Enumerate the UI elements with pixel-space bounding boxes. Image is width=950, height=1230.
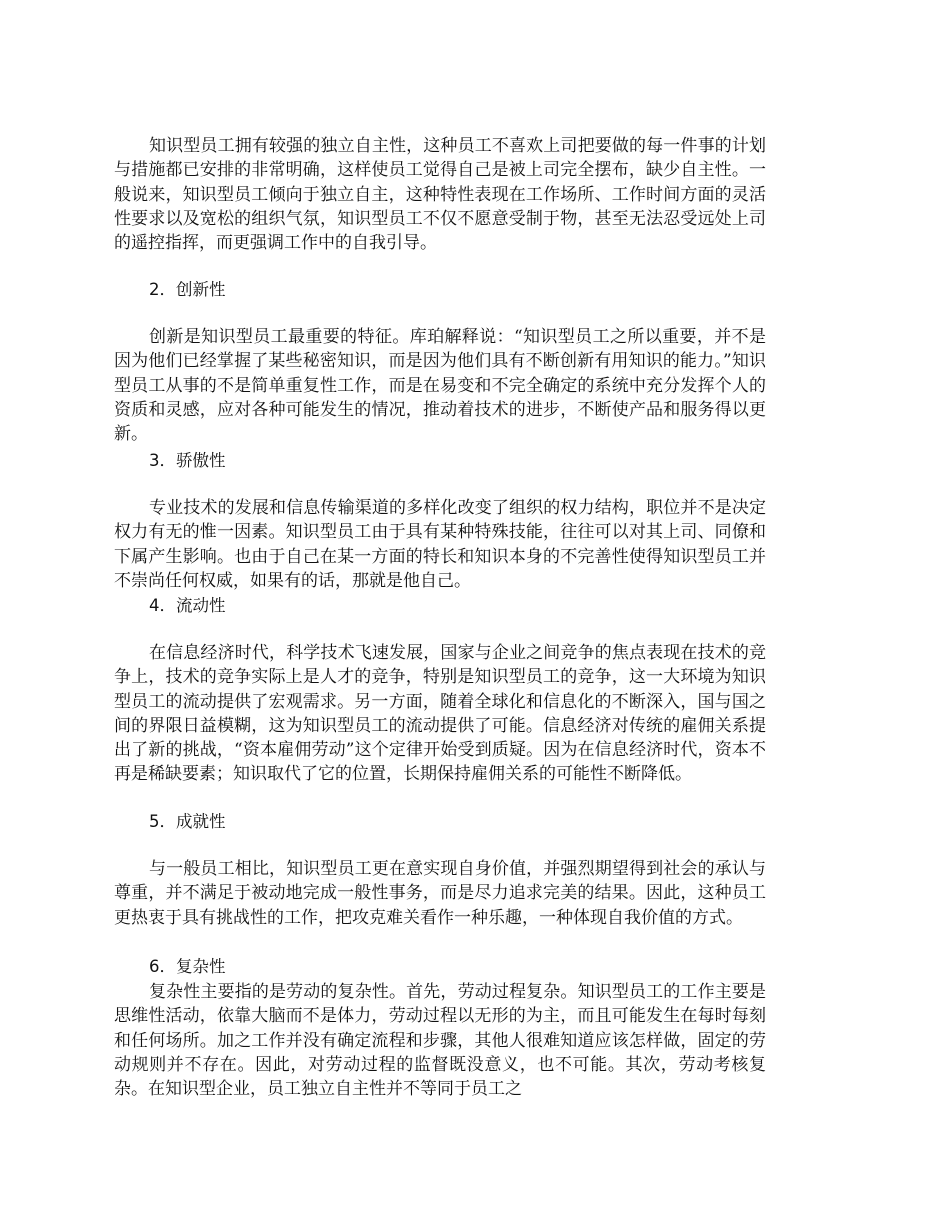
paragraph-autonomy: 知识型员工拥有较强的独立自主性，这种员工不喜欢上司把要做的每一件事的计划与措施都已安排的非常明确，这样使员工觉得自己是被上司完全摆布，缺少自主性。一般说来，知识型员工倾向于独立自主，这种特性表现在工作场所、工作时间方面的灵活性要求以及宽松的组织气氛，知识型员工不仅不愿意受制于物，甚至无法忍受远处上司的遥控指挥，而更强调工作中的自我引导。 — [114, 136, 766, 254]
section-heading-mobility: 4．流动性 — [149, 596, 226, 615]
section-heading-complexity: 6．复杂性 — [149, 957, 226, 976]
section-heading-pride: 3．骄傲性 — [149, 451, 226, 470]
paragraph-achievement: 与一般员工相比，知识型员工更在意实现自身价值，并强烈期望得到社会的承认与尊重，并不满足于被动地完成一般性事务，而是尽力追求完美的结果。因此，这种员工更热衷于具有挑战性的工作，把攻克难关看作一种乐趣，一种体现自我价值的方式。 — [114, 859, 766, 928]
section-heading-innovation: 2．创新性 — [149, 280, 226, 299]
paragraph-innovation: 创新是知识型员工最重要的特征。库珀解释说：“知识型员工之所以重要，并不是因为他们已经掌握了某些秘密知识，而是因为他们具有不断创新有用知识的能力。”知识型员工从事的不是简单重复性工作，而是在易变和不完全确定的系统中充分发挥个人的资质和灵感，应对各种可能发生的情况，推动着技术的进步，不断使产品和服务得以更新。 — [114, 327, 766, 445]
paragraph-pride: 专业技术的发展和信息传输渠道的多样化改变了组织的权力结构，职位并不是决定权力有无的惟一因素。知识型员工由于具有某种特殊技能，往往可以对其上司、同僚和下属产生影响。也由于自己在某一方面的特长和知识本身的不完善性使得知识型员工并不崇尚任何权威，如果有的话，那就是他自己。 — [114, 498, 766, 591]
section-heading-achievement: 5．成就性 — [149, 812, 226, 831]
paragraph-complexity: 复杂性主要指的是劳动的复杂性。首先，劳动过程复杂。知识型员工的工作主要是思维性活动，依靠大脑而不是体力，劳动过程以无形的为主，而且可能发生在每时每刻和任何场所。加之工作并没有确定流程和步骤，其他人很难知道应该怎样做，固定的劳动规则并不存在。因此，对劳动过程的监督既没意义，也不可能。其次，劳动考核复杂。在知识型企业，员工独立自主性并不等同于员工之 — [114, 982, 766, 1100]
paragraph-mobility: 在信息经济时代，科学技术飞速发展，国家与企业之间竞争的焦点表现在技术的竞争上，技术的竞争实际上是人才的竞争，特别是知识型员工的竞争，这一大环境为知识型员工的流动提供了宏观需求。另一方面，随着全球化和信息化的不断深入，国与国之间的界限日益模糊，这为知识型员工的流动提供了可能。信息经济对传统的雇佣关系提出了新的挑战，“资本雇佣劳动”这个定律开始受到质疑。因为在信息经济时代，资本不再是稀缺要素；知识取代了它的位置，长期保持雇佣关系的可能性不断降低。 — [114, 643, 766, 785]
